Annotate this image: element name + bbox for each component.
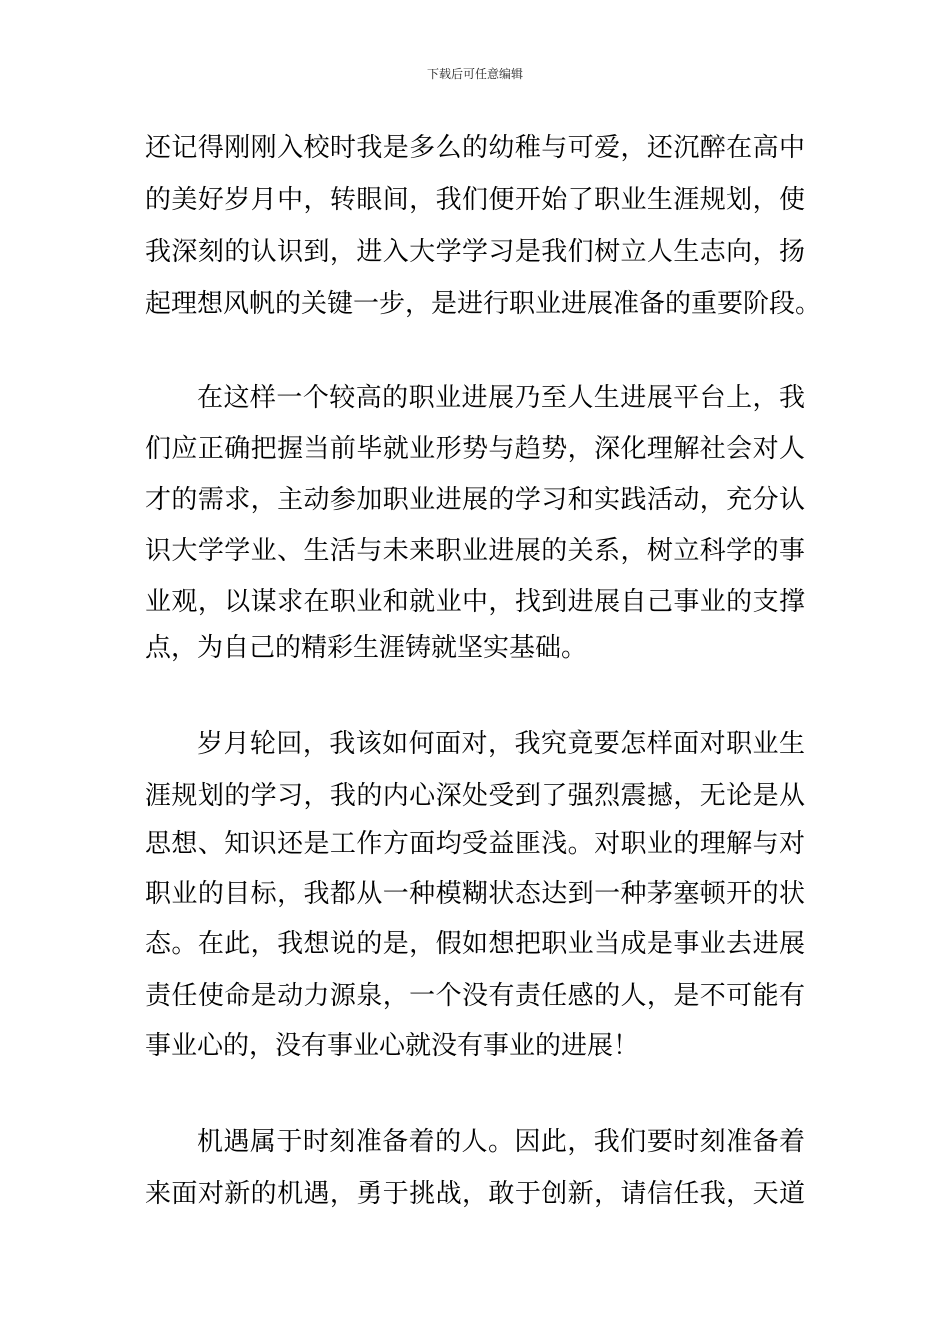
paragraph-4-line-1: 机遇属于时刻准备着的人。因此，我们要时刻准备着 [197, 1127, 805, 1157]
paragraph-4-line-2: 来面对新的机遇，勇于挑战，敢于创新，请信任我，天道 [145, 1179, 805, 1209]
paragraph-1-line-2: 的美好岁月中，转眼间，我们便开始了职业生涯规划，使 [145, 185, 805, 215]
paragraph-3-line-6: 责任使命是动力源泉，一个没有责任感的人，是不可能有 [145, 981, 805, 1011]
paragraph-2-line-6: 点，为自己的精彩生涯铸就坚实基础。 [145, 633, 588, 663]
page-header-note: 下载后可任意编辑 [426, 67, 523, 81]
paragraph-3-line-2: 涯规划的学习，我的内心深处受到了强烈震撼，无论是从 [145, 781, 805, 811]
paragraph-3-line-4: 职业的目标，我都从一种模糊状态达到一种茅塞顿开的状 [145, 879, 805, 909]
paragraph-2-line-2: 们应正确把握当前毕就业形势与趋势，深化理解社会对人 [145, 434, 805, 464]
paragraph-2-line-1: 在这样一个较高的职业进展乃至人生进展平台上，我 [197, 383, 805, 413]
paragraph-2-line-4: 识大学学业、生活与未来职业进展的关系，树立科学的事 [145, 536, 805, 566]
paragraph-2-line-3: 才的需求，主动参加职业进展的学习和实践活动，充分认 [145, 485, 805, 515]
paragraph-1-line-1: 还记得刚刚入校时我是多么的幼稚与可爱，还沉醉在高中 [145, 133, 805, 163]
paragraph-3-line-7: 事业心的，没有事业心就没有事业的进展！ [145, 1031, 640, 1061]
paragraph-3-line-3: 思想、知识还是工作方面均受益匪浅。对职业的理解与对 [145, 829, 805, 859]
paragraph-1-line-4: 起理想风帆的关键一步，是进行职业进展准备的重要阶段。 [145, 289, 822, 319]
paragraph-1-line-3: 我深刻的认识到，进入大学学习是我们树立人生志向，扬 [145, 237, 805, 267]
paragraph-3-line-5: 态。在此，我想说的是，假如想把职业当成是事业去进展 [145, 929, 805, 959]
paragraph-2-line-5: 业观，以谋求在职业和就业中，找到进展自己事业的支撑 [145, 587, 805, 617]
paragraph-3-line-1: 岁月轮回，我该如何面对，我究竟要怎样面对职业生 [197, 729, 805, 759]
